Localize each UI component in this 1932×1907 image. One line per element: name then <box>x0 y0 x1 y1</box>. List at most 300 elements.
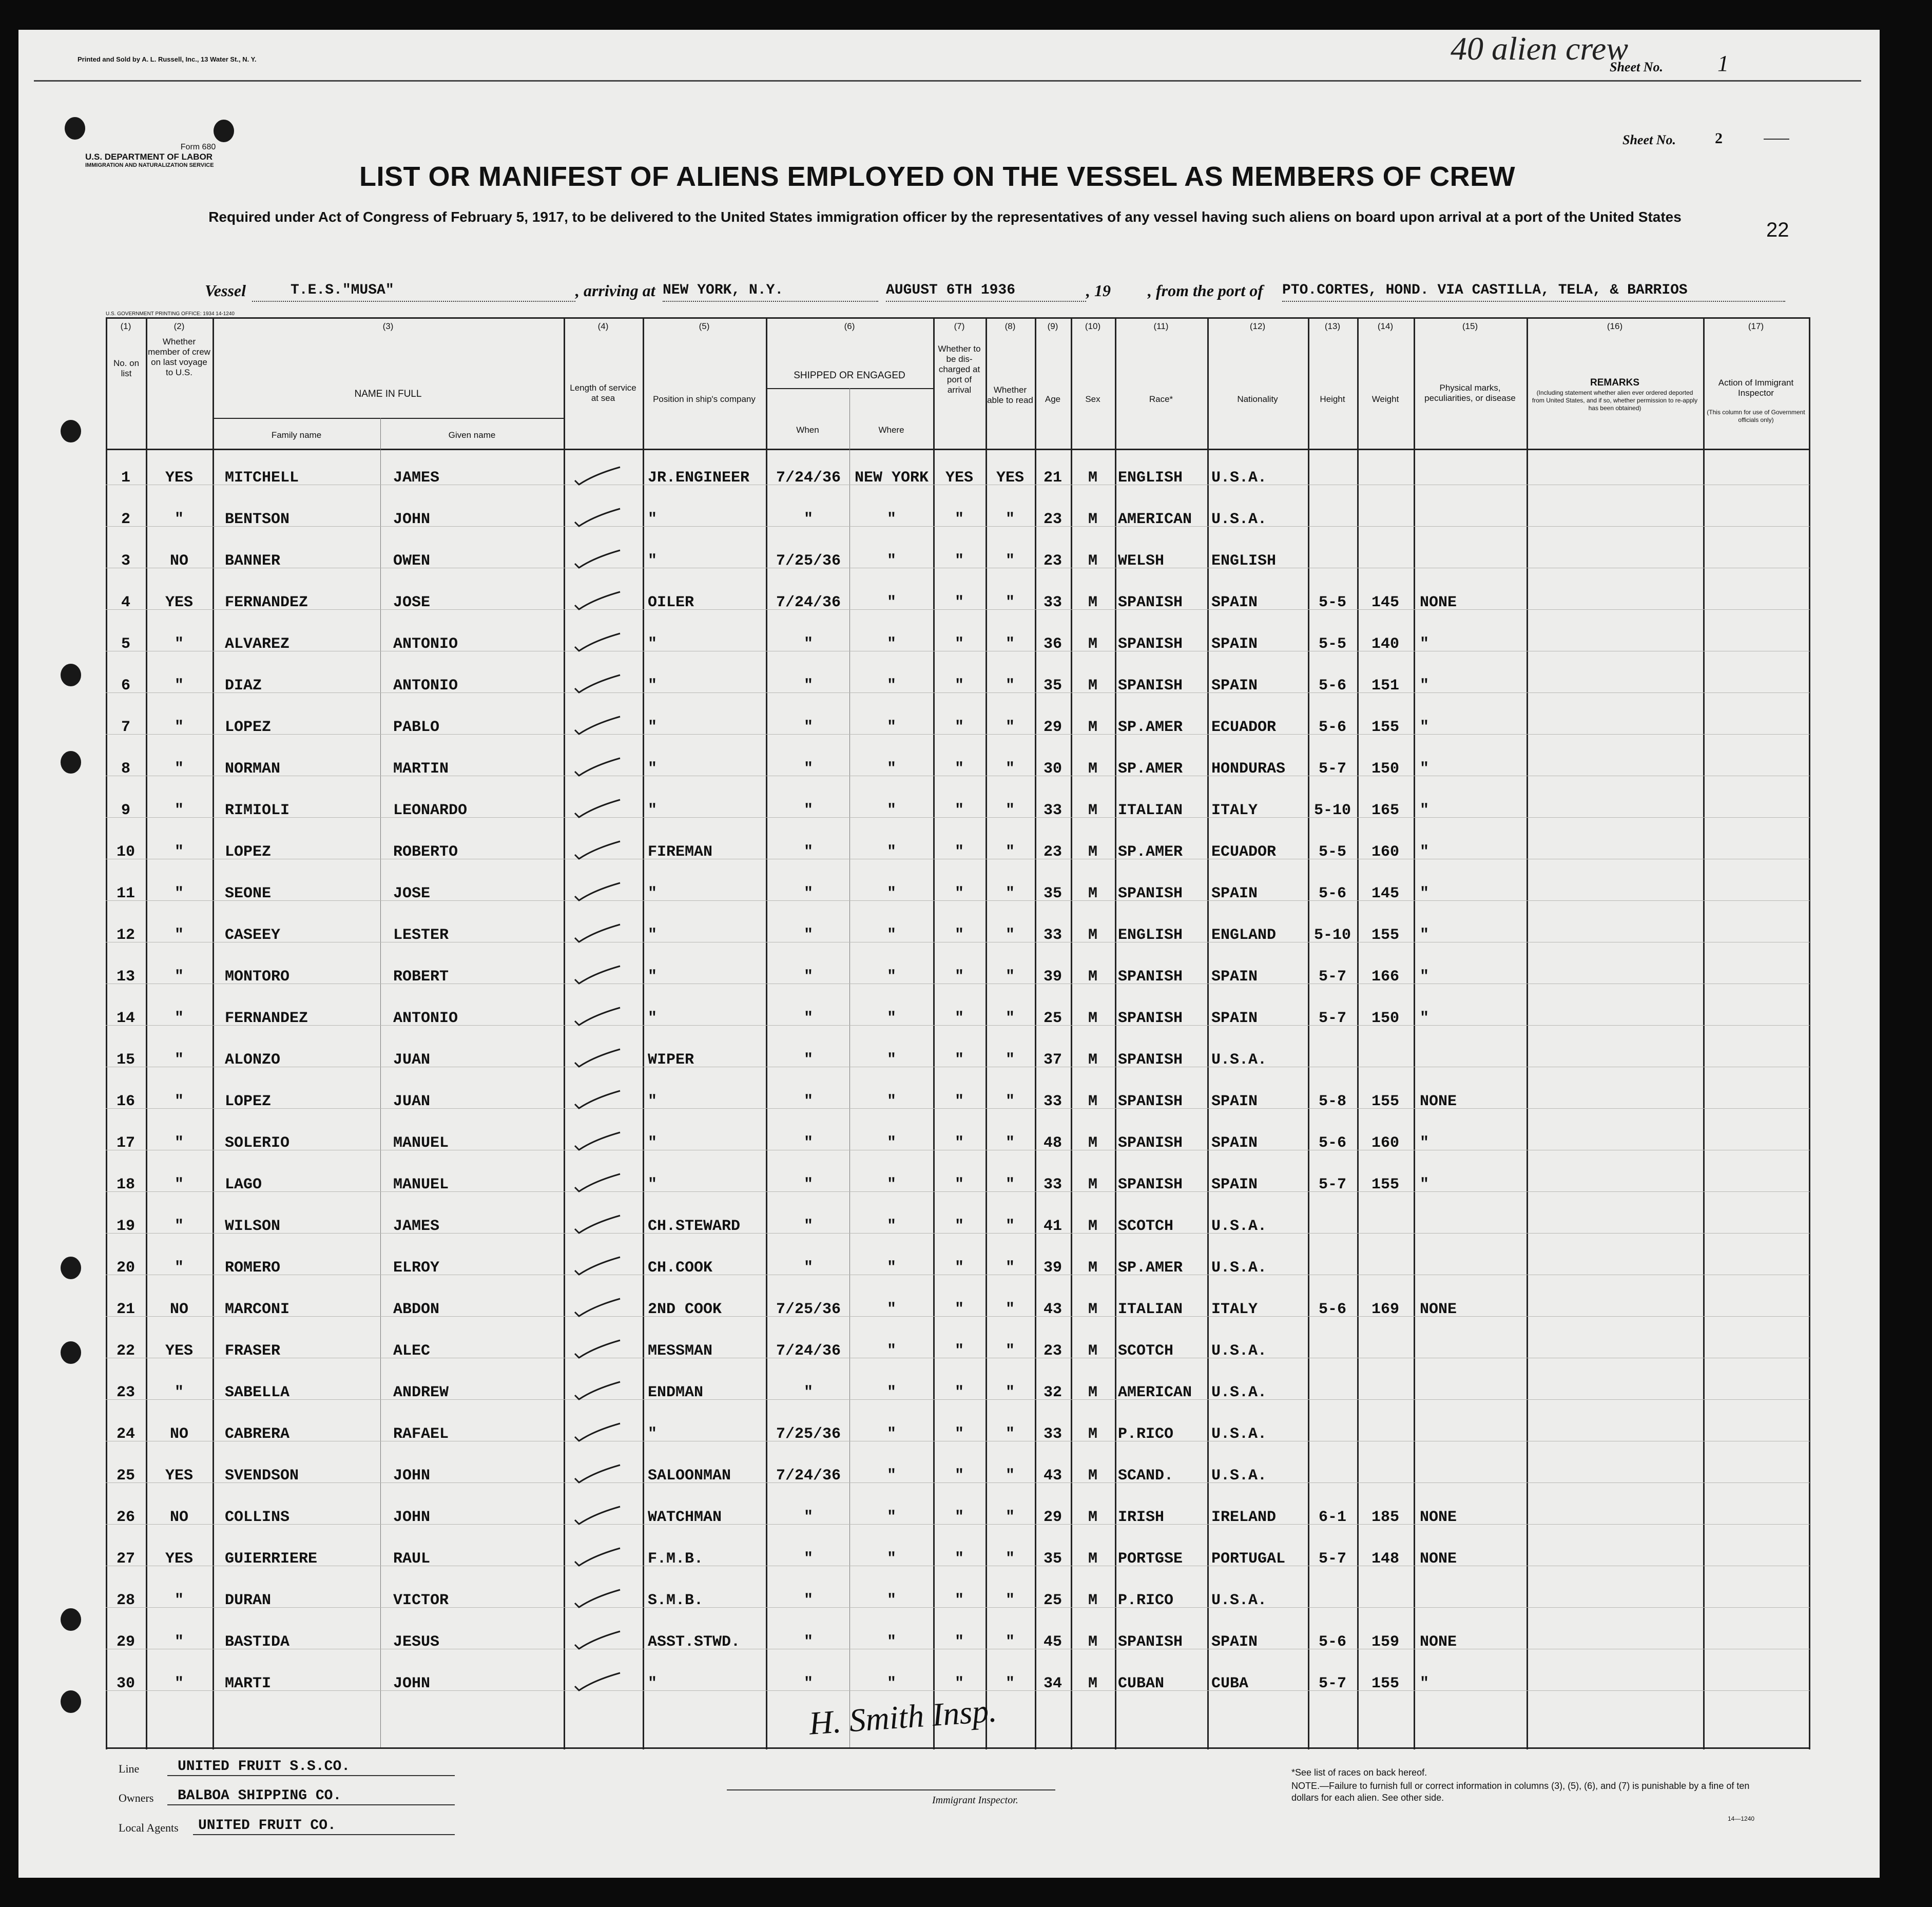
cell-sex: M <box>1088 802 1097 819</box>
cell-read: " <box>1005 552 1015 570</box>
cell-read: " <box>1005 843 1015 861</box>
cell-height: 5-6 <box>1318 1633 1346 1651</box>
cell-age: 33 <box>1043 1176 1062 1193</box>
cell-race: ITALIAN <box>1118 802 1183 819</box>
cell-where: " <box>886 635 896 653</box>
binding-hole <box>61 420 81 442</box>
service-checkmark <box>575 633 620 651</box>
cell-race: ITALIAN <box>1118 1301 1183 1318</box>
cell-race: SPANISH <box>1118 1093 1183 1110</box>
cell-height: 5-5 <box>1318 635 1346 653</box>
form-code: 14—1240 <box>1728 1815 1755 1822</box>
cell-nat: U.S.A. <box>1211 469 1267 487</box>
binding-hole <box>61 1608 81 1631</box>
top-strip-divider <box>34 80 1861 82</box>
col-header-given-name: Given name <box>448 430 496 440</box>
cell-disch: " <box>954 885 964 902</box>
cell-height: 5-6 <box>1318 677 1346 695</box>
cell-given: JUAN <box>393 1093 431 1110</box>
cell-nat: CUBA <box>1211 1675 1249 1692</box>
cell-no: 5 <box>121 635 130 653</box>
cell-marks: " <box>1420 719 1429 736</box>
cell-disch: " <box>954 968 964 986</box>
col-header-length-service: Length of service at sea <box>570 383 636 403</box>
cell-position: WATCHMAN <box>648 1509 722 1526</box>
col-num-1: (1) <box>120 321 131 331</box>
cell-position: ENDMAN <box>648 1384 704 1401</box>
cell-no: 24 <box>116 1426 135 1443</box>
name-subcolumn-divider <box>380 418 381 1747</box>
cell-read: " <box>1005 1384 1015 1401</box>
cell-position: ASST.STWD. <box>648 1633 741 1651</box>
cell-given: ANDREW <box>393 1384 449 1401</box>
cell-given: ALEC <box>393 1342 431 1360</box>
table-left-border <box>106 317 107 1749</box>
binding-hole <box>65 117 85 140</box>
cell-when: " <box>803 511 813 528</box>
cell-no: 6 <box>121 677 130 695</box>
cell-sex: M <box>1088 719 1097 736</box>
table-header-border <box>106 449 1810 450</box>
cell-nat: U.S.A. <box>1211 1426 1267 1443</box>
cell-nat: SPAIN <box>1211 1134 1258 1152</box>
cell-read: " <box>1005 1550 1015 1568</box>
cell-when: " <box>803 1093 813 1110</box>
binding-hole <box>61 1257 81 1279</box>
cell-read: " <box>1005 1051 1015 1069</box>
cell-where: " <box>886 927 896 944</box>
binding-hole <box>61 1341 81 1364</box>
cell-disch: " <box>954 760 964 778</box>
cell-sex: M <box>1088 1301 1097 1318</box>
cell-weight: 150 <box>1371 1010 1399 1027</box>
cell-no: 11 <box>116 885 135 902</box>
cell-sex: M <box>1088 1384 1097 1401</box>
arriving-label: , arriving at <box>575 281 655 300</box>
cell-height: 5-7 <box>1318 1176 1346 1193</box>
top-sheet-value: 1 <box>1717 51 1729 76</box>
cell-when: " <box>803 1051 813 1069</box>
cell-given: ROBERTO <box>393 843 458 861</box>
service-name: IMMIGRATION AND NATURALIZATION SERVICE <box>85 162 214 168</box>
cell-when: " <box>803 1509 813 1526</box>
cell-read: " <box>1005 1093 1015 1110</box>
cell-last: " <box>174 719 184 736</box>
col-header-age: Age <box>1045 394 1061 404</box>
cell-age: 30 <box>1043 760 1062 778</box>
cell-family: LAGO <box>225 1176 262 1193</box>
cell-age: 23 <box>1043 843 1062 861</box>
col-num-14: (14) <box>1377 321 1394 331</box>
cell-height: 5-10 <box>1313 927 1351 944</box>
cell-race: SPANISH <box>1118 968 1183 986</box>
cell-nat: ENGLAND <box>1211 927 1277 944</box>
cell-marks: " <box>1420 968 1429 986</box>
cell-disch: " <box>954 677 964 695</box>
cell-family: COLLINS <box>225 1509 290 1526</box>
cell-position: " <box>648 1010 658 1027</box>
cell-race: PORTGSE <box>1118 1550 1183 1568</box>
cell-given: ANTONIO <box>393 1010 458 1027</box>
cell-given: OWEN <box>393 552 431 570</box>
cell-age: 29 <box>1043 719 1062 736</box>
cell-nat: ENGLISH <box>1211 552 1277 570</box>
cell-last: " <box>174 1093 184 1110</box>
service-checkmark <box>575 1590 620 1607</box>
cell-read: " <box>1005 1675 1015 1692</box>
cell-marks: NONE <box>1420 1633 1457 1651</box>
cell-sex: M <box>1088 760 1097 778</box>
cell-race: ENGLISH <box>1118 927 1183 944</box>
cell-height: 6-1 <box>1318 1509 1346 1526</box>
cell-given: ROBERT <box>393 968 449 986</box>
cell-when: 7/24/36 <box>776 1467 841 1485</box>
column-divider <box>986 317 987 1749</box>
service-checkmark <box>575 1008 620 1025</box>
cell-last: " <box>174 1633 184 1651</box>
vessel-label: Vessel <box>205 281 246 300</box>
cell-position: WIPER <box>648 1051 694 1069</box>
cell-height: 5-7 <box>1318 968 1346 986</box>
cell-nat: ECUADOR <box>1211 843 1277 861</box>
cell-position: " <box>648 677 658 695</box>
line-underline <box>167 1775 455 1776</box>
cell-last: " <box>174 1051 184 1069</box>
cell-given: ELROY <box>393 1259 440 1277</box>
cell-given: JUAN <box>393 1051 431 1069</box>
cell-disch: " <box>954 1384 964 1401</box>
cell-nat: ITALY <box>1211 802 1258 819</box>
service-checkmark <box>575 924 620 942</box>
cell-sex: M <box>1088 1342 1097 1360</box>
cell-given: VICTOR <box>393 1592 449 1609</box>
cell-age: 32 <box>1043 1384 1062 1401</box>
cell-family: CASEEY <box>225 927 281 944</box>
page-number: 22 <box>1766 219 1789 241</box>
col-header-inspector-note: (This column for use of Government officials only) <box>1707 409 1805 423</box>
cell-height: 5-6 <box>1318 719 1346 736</box>
cell-nat: SPAIN <box>1211 1633 1258 1651</box>
departure-port: PTO.CORTES, HOND. VIA CASTILLA, TELA, & BARRIOS <box>1282 282 1688 298</box>
arrival-underline <box>663 301 878 302</box>
column-divider <box>1703 317 1705 1749</box>
line-value: UNITED FRUIT S.S.CO. <box>178 1759 351 1775</box>
cell-position: " <box>648 760 658 778</box>
races-note: *See list of races on back hereof. <box>1291 1767 1427 1778</box>
cell-disch: " <box>954 719 964 736</box>
cell-position: " <box>648 802 658 819</box>
cell-sex: M <box>1088 469 1097 487</box>
cell-nat: SPAIN <box>1211 677 1258 695</box>
cell-no: 17 <box>116 1134 135 1152</box>
cell-age: 35 <box>1043 885 1062 902</box>
cell-disch: " <box>954 1218 964 1235</box>
cell-given: JOHN <box>393 1467 431 1485</box>
cell-race: P.RICO <box>1118 1592 1174 1609</box>
cell-read: " <box>1005 635 1015 653</box>
cell-age: 33 <box>1043 927 1062 944</box>
binding-hole <box>61 751 81 774</box>
cell-family: FERNANDEZ <box>225 1010 308 1027</box>
col-num-4: (4) <box>597 321 609 331</box>
cell-weight: 155 <box>1371 1093 1399 1110</box>
cell-where: " <box>886 594 896 611</box>
cell-age: 36 <box>1043 635 1062 653</box>
cell-height: 5-5 <box>1318 843 1346 861</box>
cell-age: 33 <box>1043 594 1062 611</box>
owners-value: BALBOA SHIPPING CO. <box>178 1788 342 1804</box>
col-num-8: (8) <box>1004 321 1016 331</box>
cell-sex: M <box>1088 1176 1097 1193</box>
cell-race: AMERICAN <box>1118 511 1192 528</box>
cell-age: 33 <box>1043 1426 1062 1443</box>
cell-weight: 160 <box>1371 1134 1399 1152</box>
cell-weight: 155 <box>1371 719 1399 736</box>
cell-race: SCOTCH <box>1118 1342 1174 1360</box>
service-checkmark <box>575 1507 620 1524</box>
cell-when: " <box>803 1218 813 1235</box>
binding-hole <box>214 120 234 142</box>
cell-no: 19 <box>116 1218 135 1235</box>
cell-no: 4 <box>121 594 130 611</box>
cell-race: P.RICO <box>1118 1426 1174 1443</box>
cell-marks: " <box>1420 677 1429 695</box>
cell-position: SALOONMAN <box>648 1467 731 1485</box>
service-checkmark <box>575 1299 620 1316</box>
cell-read: " <box>1005 1176 1015 1193</box>
cell-weight: 160 <box>1371 843 1399 861</box>
cell-family: NORMAN <box>225 760 281 778</box>
cell-marks: NONE <box>1420 594 1457 611</box>
col-header-when: When <box>796 425 819 435</box>
cell-marks: " <box>1420 635 1429 653</box>
cell-sex: M <box>1088 885 1097 902</box>
cell-race: SPANISH <box>1118 1176 1183 1193</box>
cell-when: " <box>803 677 813 695</box>
service-checkmark <box>575 1049 620 1067</box>
cell-age: 33 <box>1043 802 1062 819</box>
cell-race: SP.AMER <box>1118 843 1183 861</box>
cell-disch: " <box>954 1010 964 1027</box>
cell-weight: 151 <box>1371 677 1399 695</box>
cell-marks: " <box>1420 927 1429 944</box>
col-header-sex: Sex <box>1085 394 1100 404</box>
from-port-label: , from the port of <box>1148 281 1263 300</box>
cell-nat: ECUADOR <box>1211 719 1277 736</box>
cell-where: " <box>886 1176 896 1193</box>
cell-when: " <box>803 1384 813 1401</box>
col-num-6: (6) <box>844 321 855 331</box>
cell-disch: " <box>954 552 964 570</box>
cell-read: " <box>1005 885 1015 902</box>
service-checkmark <box>575 758 620 776</box>
cell-last: " <box>174 1134 184 1152</box>
cell-when: " <box>803 1010 813 1027</box>
cell-read: " <box>1005 1259 1015 1277</box>
cell-disch: " <box>954 802 964 819</box>
cell-sex: M <box>1088 552 1097 570</box>
cell-nat: SPAIN <box>1211 1010 1258 1027</box>
cell-given: JOSE <box>393 594 431 611</box>
cell-race: WELSH <box>1118 552 1165 570</box>
cell-last: " <box>174 802 184 819</box>
cell-when: 7/24/36 <box>776 594 841 611</box>
cell-weight: 166 <box>1371 968 1399 986</box>
cell-weight: 169 <box>1371 1301 1399 1318</box>
cell-last: NO <box>169 1426 188 1443</box>
top-sheet-label: Sheet No. <box>1610 60 1663 74</box>
cell-sex: M <box>1088 1467 1097 1485</box>
cell-where: " <box>886 1384 896 1401</box>
cell-weight: 159 <box>1371 1633 1399 1651</box>
cell-disch: " <box>954 927 964 944</box>
owners-underline <box>167 1804 455 1805</box>
cell-last: NO <box>169 552 188 570</box>
cell-marks: " <box>1420 802 1429 819</box>
service-checkmark <box>575 1216 620 1233</box>
arrival-date: AUGUST 6TH 1936 <box>886 282 1016 298</box>
printing-note: U.S. GOVERNMENT PRINTING OFFICE: 1934 14-1240 <box>106 311 235 317</box>
cell-where: " <box>886 1592 896 1609</box>
col-header-no: No. on list <box>113 358 140 378</box>
cell-disch: " <box>954 1426 964 1443</box>
handwritten-crew-note: 40 alien crew <box>1451 30 1628 67</box>
cell-last: " <box>174 1010 184 1027</box>
penalty-note: NOTE.—Failure to furnish full or correct information in columns (3), (5), (6), and (7) is punishable by a fine of ten dollars for each alien. See other side. <box>1291 1781 1750 1803</box>
cell-sex: M <box>1088 1592 1097 1609</box>
cell-read: " <box>1005 1342 1015 1360</box>
col-num-13: (13) <box>1324 321 1341 331</box>
cell-last: " <box>174 968 184 986</box>
cell-when: 7/24/36 <box>776 469 841 487</box>
cell-race: SPANISH <box>1118 1010 1183 1027</box>
cell-no: 8 <box>121 760 130 778</box>
cell-age: 39 <box>1043 1259 1062 1277</box>
cell-where: " <box>886 1467 896 1485</box>
cell-when: " <box>803 1550 813 1568</box>
cell-read: " <box>1005 1301 1015 1318</box>
cell-read: " <box>1005 511 1015 528</box>
cell-no: 27 <box>116 1550 135 1568</box>
cell-position: " <box>648 968 658 986</box>
col-header-nationality: Nationality <box>1237 394 1278 404</box>
cell-disch: " <box>954 1633 964 1651</box>
cell-race: SCOTCH <box>1118 1218 1174 1235</box>
col-header-name: NAME IN FULL <box>354 389 422 399</box>
cell-family: MARTI <box>225 1675 272 1692</box>
cell-read: " <box>1005 594 1015 611</box>
cell-where: " <box>886 1342 896 1360</box>
cell-race: SPANISH <box>1118 1051 1183 1069</box>
col-header-remarks: REMARKS <box>1590 377 1640 388</box>
cell-disch: " <box>954 843 964 861</box>
cell-race: IRISH <box>1118 1509 1165 1526</box>
cell-read: " <box>1005 1134 1015 1152</box>
cell-height: 5-7 <box>1318 760 1346 778</box>
cell-no: 2 <box>121 511 130 528</box>
cell-race: ENGLISH <box>1118 469 1183 487</box>
cell-where: " <box>886 802 896 819</box>
cell-age: 39 <box>1043 968 1062 986</box>
cell-height: 5-6 <box>1318 1301 1346 1318</box>
service-checkmark <box>575 800 620 817</box>
service-checkmark <box>575 1132 620 1150</box>
cell-age: 29 <box>1043 1509 1062 1526</box>
cell-last: NO <box>169 1509 188 1526</box>
table-right-border <box>1809 317 1810 1749</box>
col-header-able-read: Whether able to read <box>987 385 1033 405</box>
manifest-sheet <box>18 30 1880 1878</box>
service-checkmark <box>575 1382 620 1399</box>
cell-marks: " <box>1420 1176 1429 1193</box>
service-checkmark <box>575 1174 620 1191</box>
col-header-discharged: Whether to be dis-charged at port of arrival <box>938 344 981 395</box>
cell-read: " <box>1005 719 1015 736</box>
cell-nat: PORTUGAL <box>1211 1550 1286 1568</box>
line-label: Line <box>119 1762 140 1775</box>
cell-age: 41 <box>1043 1218 1062 1235</box>
cell-position: " <box>648 552 658 570</box>
cell-last: " <box>174 677 184 695</box>
cell-no: 9 <box>121 802 130 819</box>
printer-credit: Printed and Sold by A. L. Russell, Inc., 13 Water St., N. Y. <box>78 55 257 63</box>
cell-height: 5-7 <box>1318 1010 1346 1027</box>
cell-position: " <box>648 1093 658 1110</box>
column-divider <box>766 317 767 1749</box>
cell-last: " <box>174 843 184 861</box>
cell-family: GUIERRIERE <box>225 1550 318 1568</box>
column-divider <box>1035 317 1036 1749</box>
col-num-3: (3) <box>382 321 394 331</box>
cell-given: ANTONIO <box>393 677 458 695</box>
cell-no: 15 <box>116 1051 135 1069</box>
cell-last: " <box>174 760 184 778</box>
cell-disch: " <box>954 1550 964 1568</box>
cell-nat: U.S.A. <box>1211 1051 1267 1069</box>
cell-last: YES <box>165 1342 193 1360</box>
service-checkmark <box>575 1340 620 1358</box>
vessel-underline <box>252 301 575 302</box>
cell-when: " <box>803 927 813 944</box>
service-checkmark <box>575 467 620 485</box>
cell-disch: " <box>954 1467 964 1485</box>
cell-no: 20 <box>116 1259 135 1277</box>
cell-when: " <box>803 968 813 986</box>
binding-hole <box>61 664 81 686</box>
cell-when: " <box>803 635 813 653</box>
cell-when: " <box>803 843 813 861</box>
cell-race: SP.AMER <box>1118 719 1183 736</box>
cell-position: " <box>648 719 658 736</box>
cell-disch: YES <box>945 469 973 487</box>
cell-disch: " <box>954 1093 964 1110</box>
cell-read: " <box>1005 1592 1015 1609</box>
cell-position: FIREMAN <box>648 843 713 861</box>
cell-given: ANTONIO <box>393 635 458 653</box>
service-checkmark <box>575 883 620 900</box>
cell-last: " <box>174 1592 184 1609</box>
cell-read: " <box>1005 1467 1015 1485</box>
cell-given: ABDON <box>393 1301 440 1318</box>
year-label: , 19 <box>1086 281 1111 300</box>
cell-nat: U.S.A. <box>1211 1384 1267 1401</box>
cell-no: 3 <box>121 552 130 570</box>
cell-when: " <box>803 1176 813 1193</box>
cell-read: " <box>1005 1426 1015 1443</box>
cell-sex: M <box>1088 594 1097 611</box>
column-divider <box>1115 317 1116 1749</box>
cell-marks: " <box>1420 843 1429 861</box>
